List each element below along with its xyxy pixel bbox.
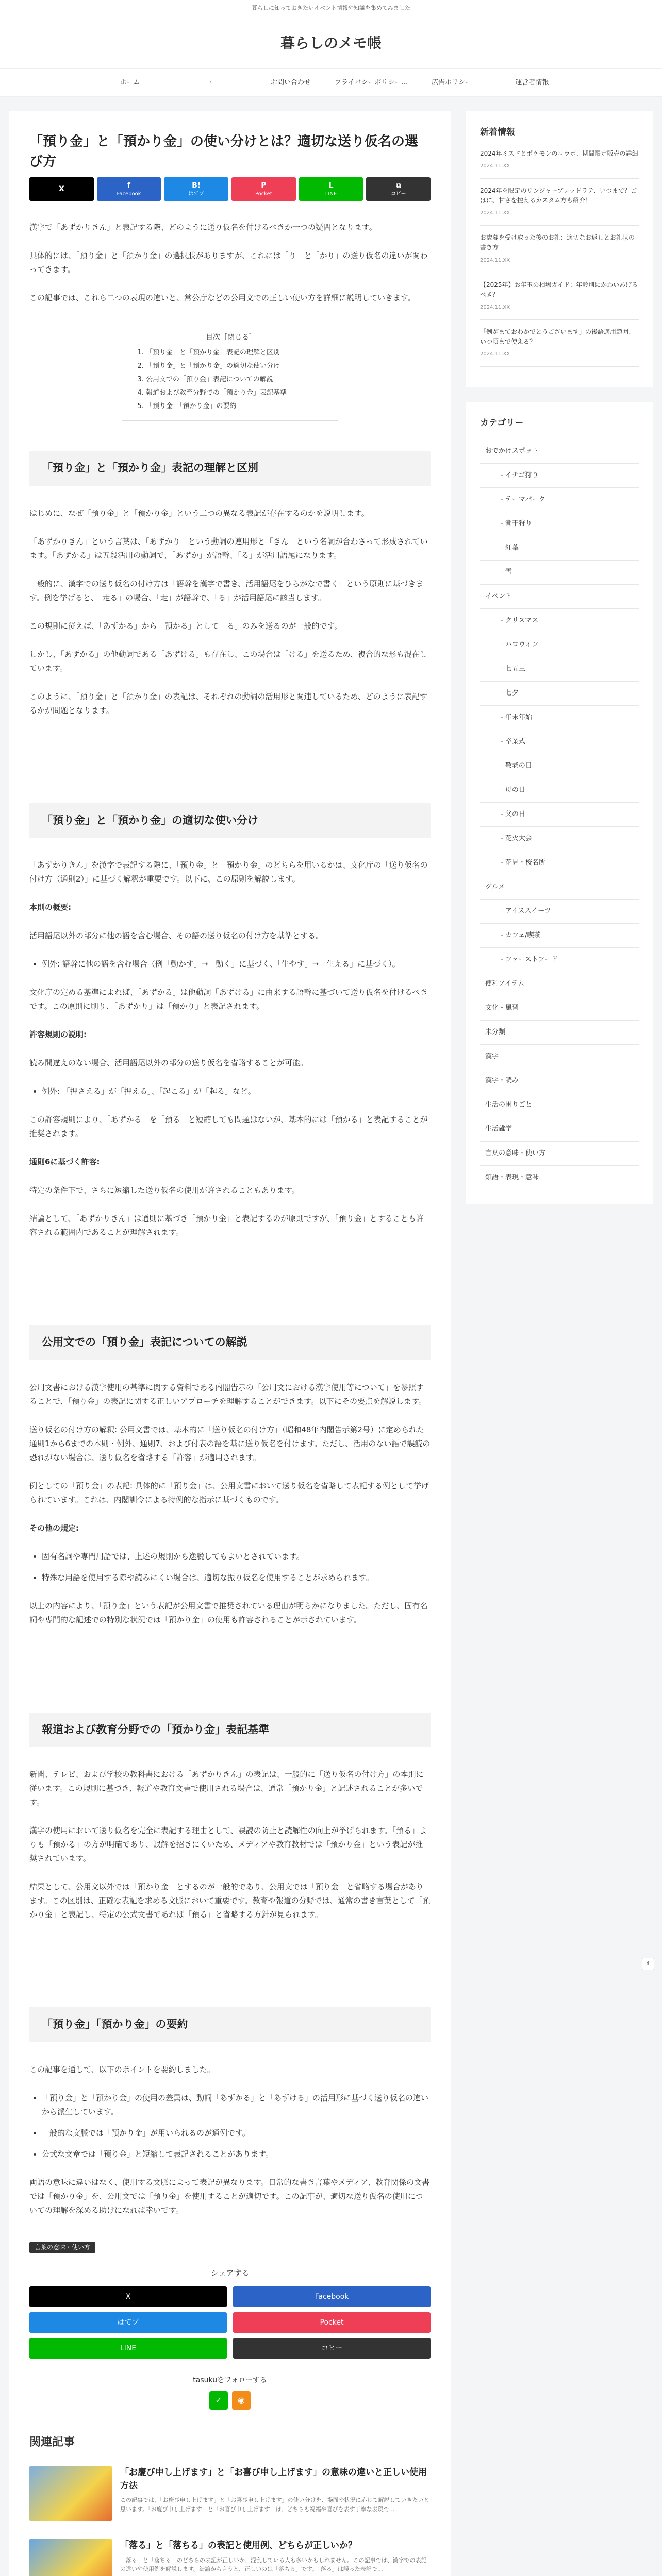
bullet-list bbox=[29, 1084, 431, 1098]
share-line-button[interactable] bbox=[299, 177, 363, 201]
category-item[interactable]: - カフェ/喫茶 bbox=[480, 924, 639, 948]
subheading: その他の規定: bbox=[29, 1523, 79, 1533]
news-item[interactable] bbox=[480, 233, 639, 273]
share-line-button[interactable] bbox=[29, 2338, 227, 2359]
site-tagline: 暮らしに知っておきたいイベント情報や知識を集めてみました bbox=[0, 0, 662, 12]
share-facebook-button[interactable] bbox=[233, 2286, 431, 2307]
paragraph: この規則に従えば、「あずかる」から「預かる」として「る」のみを送るのが一般的です。 bbox=[29, 621, 342, 631]
section-heading: 「預り金」「預かり金」の要約 bbox=[29, 2007, 431, 2042]
paragraph: 文化庁の定める基準によれば、「あずかる」は他動詞「あずける」に由来する語幹に基づいて送り仮名を付けるべきです。この原則に則り、「あずかり」は「預かり」と表記されます。 bbox=[29, 988, 428, 1011]
news-item-title[interactable]: 「例がまておわかでとうございます」の後語適用範囲、いつ頃まで使える？ bbox=[480, 328, 635, 346]
paragraph: 例としての「預り金」の表記: 具体的に「預り金」は、公用文書において送り仮名を省略して表記する例として挙げられています。これは、内閣訓令による特例的な指示に基づくものです。 bbox=[29, 1481, 429, 1504]
category-item[interactable]: - イチゴ狩り bbox=[480, 464, 639, 488]
paragraph: 結論として、「あずかりきん」は通則に基づき「預かり金」と表記するのが原則ですが、「預り金」とすることも許容される範囲内であることが理解されます。 bbox=[29, 1214, 424, 1238]
table-of-contents bbox=[122, 324, 338, 421]
share-x-button[interactable] bbox=[29, 177, 94, 201]
category-item[interactable]: - 花見・桜名所 bbox=[480, 851, 639, 875]
sidebar bbox=[466, 111, 653, 2576]
pocket-icon: P bbox=[261, 181, 267, 190]
paragraph: 読み間違えのない場合、活用語尾以外の部分の送り仮名を省略することが可能。 bbox=[29, 1058, 308, 1068]
related-item-title[interactable]: 「落る」と「落ちる」の表記と使用例、どちらが正しいか？ bbox=[120, 2540, 357, 2551]
site-title[interactable]: 暮らしのメモ帳 bbox=[0, 12, 662, 68]
news-item[interactable] bbox=[480, 149, 639, 179]
category-item[interactable]: 生活の困りごと bbox=[480, 1093, 639, 1117]
toc-link[interactable]: 報道および教育分野での「預かり金」表記基準 bbox=[146, 389, 287, 397]
list-item: • 例外: 語幹に他の語を含む場合（例「動かす」→「動く」に基づく、「生やす」→「生える」に基づく）。 bbox=[42, 957, 431, 971]
bullet-list bbox=[29, 2091, 431, 2161]
section-heading: 公用文での「預り金」表記についての解説 bbox=[29, 1325, 431, 1360]
share-hatena-button[interactable] bbox=[29, 2312, 227, 2333]
share-facebook-button[interactable] bbox=[97, 177, 161, 201]
toc-link[interactable]: 公用文での「預り金」表記についての解説 bbox=[146, 376, 273, 384]
category-item[interactable]: 未分類 bbox=[480, 1021, 639, 1045]
share-bar-top bbox=[29, 177, 431, 201]
bullet-list bbox=[29, 957, 431, 971]
paragraph: 以上の内容により、「預り金」という表記が公用文書で推奨されている理由が明らかになりました。ただし、固有名詞や専門的な記述での特別な状況では「預かり金」の使用も許容されることが示されています。 bbox=[29, 1601, 428, 1624]
share-label: LINE bbox=[325, 191, 337, 197]
list-item: • 「預り金」と「預かり金」の使用の差異は、動詞「あずかる」と「あずける」の活用形に基づく送り仮名の違いから派生しています。 bbox=[42, 2091, 431, 2119]
category-item[interactable]: - 年末年始 bbox=[480, 706, 639, 730]
list-item: • 例外: 「押さえる」が「押える」、「起こる」が「起る」など。 bbox=[42, 1084, 431, 1098]
paragraph: はじめに、なぜ「預り金」と「預かり金」という二つの異なる表記が存在するのかを説明します。 bbox=[29, 508, 369, 518]
category-item[interactable]: - 七五三 bbox=[480, 657, 639, 682]
share-label: はてブ bbox=[117, 2318, 139, 2327]
subheading: 本則の概要: bbox=[29, 903, 71, 912]
paragraph: この許容規則により、「あずかる」を「預る」と短縮しても問題はないが、基本的には「預かる」と表記することが推奨されます。 bbox=[29, 1115, 428, 1139]
follow-icons bbox=[29, 2391, 431, 2410]
nav-home[interactable]: ホーム bbox=[120, 79, 140, 87]
paragraph: 特定の条件下で、さらに短縮した送り仮名の使用が許されることもあります。 bbox=[29, 1185, 300, 1195]
share-x-button[interactable] bbox=[29, 2286, 227, 2307]
share-label: Facebook bbox=[315, 2292, 349, 2301]
follow-label: tasukuをフォローする bbox=[193, 2376, 267, 2385]
news-item-title[interactable]: 2024年ミスドとポケモンのコラボ、期間限定販売の詳細 bbox=[480, 149, 638, 157]
section-heading: 「預り金」と「預かり金」の適切な使い分け bbox=[29, 803, 431, 838]
category-item[interactable]: - クリスマス bbox=[480, 609, 639, 633]
share-label: LINE bbox=[120, 2344, 137, 2352]
related-item-excerpt: 「落る」と「落ちる」のどちらの表記が正しいか、混乱している人も多いかもしれません。この記事では、漢字での表記の違いや使用例を解説します。結論から言うと、正しいのは「落ちる」です。「落る」は誤った表記で… bbox=[120, 2556, 427, 2573]
category-item[interactable]: イベント bbox=[480, 585, 639, 609]
category-item[interactable]: - 潮干狩り bbox=[480, 512, 639, 536]
nav-operator[interactable]: 運営者情報 bbox=[515, 79, 549, 87]
category-item[interactable]: - 母の日 bbox=[480, 778, 639, 803]
news-item-date: 2024.11.XX bbox=[480, 304, 510, 310]
paragraph: 漢字の使用において送り仮名を完全に表記する理由として、誤読の防止と読解性の向上が挙げられます。「預る」よりも「預かる」の方が明確であり、誤解を招きにくいため、メディアや教育教材では「預かり金」という表記が推奨されています。 bbox=[29, 1826, 427, 1863]
paragraph: 送り仮名の付け方の解釈: 公用文書では、基本的に「送り仮名の付け方」（昭和48年内閣告示第2号）に定められた通則1から6までの本則・例外、通則7、および付表の語を基に送り仮名を付けます。ただし、活用のない語で誤読の恐れがない場合は、送り仮名を省略する「許容」が適用されます。 bbox=[29, 1425, 431, 1462]
rss-icon[interactable]: ◉ bbox=[232, 2391, 251, 2410]
category-item[interactable]: - ハロウィン bbox=[480, 633, 639, 657]
nav-dot[interactable]: ・ bbox=[207, 79, 214, 87]
category-item[interactable]: - 紅葉 bbox=[480, 536, 639, 561]
x-icon: X bbox=[58, 184, 64, 193]
intro-paragraph: この記事では、これら二つの表現の違いと、常公庁などの公用文での正しい使い方を詳細に説明していきます。 bbox=[29, 293, 416, 302]
related-item-excerpt: この記事では、「お慶び申し上げます」と「お喜び申し上げます」の使い分けを、場面や状況に応じて解説していきたいと思います。「お慶び申し上げます」と「お喜び申し上げます」は、どちらも祝福や喜びを表す丁寧な表現で… bbox=[120, 2497, 429, 2513]
news-item-date: 2024.11.XX bbox=[480, 163, 510, 169]
category-item[interactable]: グルメ bbox=[480, 875, 639, 900]
news-item[interactable] bbox=[480, 327, 639, 367]
share-label: コピー bbox=[390, 191, 406, 197]
related-title: 関連記事 bbox=[29, 2436, 75, 2449]
thumbnail-image bbox=[29, 2466, 112, 2521]
paragraph: 公用文書における漢字使用の基準に関する資料である内閣告示の「公用文における漢字使用等について」を参照することで、「預り金」の表記に関する正しいアプローチを理解することができます。以下にその要点を解説します。 bbox=[29, 1382, 426, 1406]
category-tag[interactable]: 言葉の意味・使い方 bbox=[29, 2242, 95, 2253]
news-item-title[interactable]: 2024年を限定のリンジャーブレッドラテ、いつまで？ごはに、甘さを控えるカスタム方も紹介！ bbox=[480, 187, 637, 204]
category-item[interactable]: - 敬老の日 bbox=[480, 754, 639, 778]
paragraph: 「あずかりきん」という言葉は、「あずかり」という動詞の連用形と「きん」という名詞が合わさって形成されています。「あずかる」は五段活用の動詞で、「あずか」が語幹、「る」が活用語尾になります。 bbox=[29, 536, 428, 560]
section-heading: 報道および教育分野での「預かり金」表記基準 bbox=[29, 1713, 431, 1748]
category-item[interactable]: - アイススイーツ bbox=[480, 900, 639, 924]
share-label: Pocket bbox=[320, 2318, 344, 2327]
nav-privacy[interactable]: プライバシーポリシー... bbox=[335, 79, 408, 87]
share-hatena-button[interactable] bbox=[164, 177, 228, 201]
category-item[interactable]: - 卒業式 bbox=[480, 730, 639, 754]
share-pocket-button[interactable] bbox=[231, 177, 296, 201]
related-item-title[interactable]: 「お慶び申し上げます」と「お喜び申し上げます」の意味の違いと正しい使用方法 bbox=[120, 2467, 427, 2491]
category-item[interactable]: おでかけスポット bbox=[480, 439, 639, 464]
paragraph: 両語の意味に違いはなく、使用する文脈によって表記が異なります。日常的な書き言葉やメディア、教育関係の文書では「預かり金」を、公用文では「預り金」を使用することが適切です。この記事が、適切な送り仮名の使用についての理解を深める助けになれば幸いです。 bbox=[29, 2177, 430, 2215]
subheading: 通則6に基づく許容: bbox=[29, 1157, 100, 1167]
paragraph: この記事を通して、以下のポイントを要約しました。 bbox=[29, 2064, 215, 2074]
category-item[interactable]: - 雪 bbox=[480, 561, 639, 585]
share-label: X bbox=[125, 2292, 131, 2301]
news-item[interactable] bbox=[480, 186, 639, 226]
toc-title[interactable]: 目次［閉じる］ bbox=[206, 333, 256, 342]
hatena-icon: B! bbox=[192, 181, 201, 190]
news-item-date: 2024.11.XX bbox=[480, 257, 510, 263]
intro-paragraph: 漢字で「あずかりきん」と表記する際、どのように送り仮名を付けるべきか一つの疑問となります。 bbox=[29, 223, 377, 232]
toc-link[interactable]: 「預り金」と「預かり金」の適切な使い分け bbox=[146, 362, 280, 370]
category-item[interactable]: 類語・表現・意味 bbox=[480, 1166, 639, 1190]
back-to-top-button[interactable]: ⇑ bbox=[642, 1958, 654, 1970]
list-item: • 一般的な文脈では「預かり金」が用いられるのが通例です。 bbox=[42, 2126, 431, 2140]
list-item: • 固有名詞や専門用語では、上述の規則から逸脱してもよいとされています。 bbox=[42, 1550, 431, 1564]
share-title: シェアする bbox=[210, 2268, 250, 2278]
paragraph: 一般的に、漢字での送り仮名の付け方は「語幹を漢字で書き、活用語尾をひらがなで書く」という原則に基づきます。例を挙げると、「走る」の場合、「走」が語幹で、「る」が活用語尾に該当します。 bbox=[29, 579, 424, 602]
news-item-title[interactable]: お歳暮を受け取った後のお礼：適切なお返しとお礼状の書き方 bbox=[480, 234, 635, 251]
category-item[interactable]: 生活雑学 bbox=[480, 1117, 639, 1142]
news-item[interactable] bbox=[480, 280, 639, 320]
category-item[interactable]: - 父の日 bbox=[480, 803, 639, 827]
news-item-date: 2024.11.XX bbox=[480, 210, 510, 216]
news-item-title[interactable]: 【2025年】お年玉の相場ガイド：年齢別にかわいあげるべき？ bbox=[480, 281, 638, 298]
share-label: Pocket bbox=[255, 191, 272, 197]
paragraph: 「あずかりきん」を漢字で表記する際に、「預り金」と「預かり金」のどちらを用いるかは、文化庁の「送り仮名の付け方（通則2）」に基づく解釈が重要です。以下に、この原則を解説します。 bbox=[29, 860, 428, 884]
article bbox=[9, 111, 451, 2576]
category-item[interactable]: 文化・風習 bbox=[480, 996, 639, 1021]
toc-link[interactable]: 「預り金」「預かり金」の要約 bbox=[146, 402, 237, 411]
section-heading: 「預り金」と「預かり金」表記の理解と区別 bbox=[29, 451, 431, 486]
toc-link[interactable]: 「預り金」と「預かり金」表記の理解と区別 bbox=[146, 349, 280, 357]
nav-contact[interactable]: お問い合わせ bbox=[270, 79, 311, 87]
category-title: カテゴリー bbox=[480, 418, 524, 429]
category-item[interactable]: - ファーストフード bbox=[480, 948, 639, 972]
intro-paragraph: 具体的には、「預り金」と「預かり金」の選択肢がありますが、これには「り」と「かり」の送り仮名の違いが関わってきます。 bbox=[29, 251, 428, 274]
article-title: 「預り金」と「預かり金」の使い分けとは？適切な送り仮名の選び方 bbox=[29, 134, 419, 170]
paragraph: しかし、「あずかる」の他動詞である「あずける」も存在し、この場合は「ける」を送るため、複合的な形も混在しています。 bbox=[29, 649, 427, 673]
related-item[interactable] bbox=[29, 2466, 431, 2521]
feedly-icon[interactable]: ✓ bbox=[209, 2391, 228, 2410]
paragraph: 結果として、公用文以外では「預かり金」とするのが一般的であり、公用文では「預り金」と省略する場合があります。この区別は、正確な表記を求める文脈において重要です。教育や報道の分野では、通常の書き言葉として「預かり金」と表記し、特定の公式文書であれば「預る」と省略する方針が見られます。 bbox=[29, 1882, 431, 1920]
bullet-list bbox=[29, 1550, 431, 1585]
category-widget bbox=[466, 402, 653, 1204]
list-item: • 公式な文章では「預り金」と短縮して表記されることがあります。 bbox=[42, 2147, 431, 2161]
share-pocket-button[interactable] bbox=[233, 2312, 431, 2333]
list-item: • 特殊な用語を使用する際や読みにくい場合は、適切な振り仮名を使用することが求められます。 bbox=[42, 1571, 431, 1585]
facebook-icon: f bbox=[127, 181, 131, 190]
category-item[interactable]: 便利アイテム bbox=[480, 972, 639, 996]
related-item[interactable] bbox=[29, 2539, 431, 2576]
nav-ad-policy[interactable]: 広告ポリシー bbox=[431, 79, 472, 87]
share-bar-bottom bbox=[29, 2286, 431, 2359]
category-item[interactable]: 漢字・読み bbox=[480, 1069, 639, 1093]
thumbnail-image bbox=[29, 2539, 112, 2576]
category-item[interactable]: - 七夕 bbox=[480, 682, 639, 706]
paragraph: 新聞、テレビ、および学校の教科書における「あずかりきん」の表記は、一般的に「送り仮名の付け方」の本則に従います。この規則に基づき、報道や教育文書で使用される場合は、通常「預かり金」と記述されることが多いです。 bbox=[29, 1770, 424, 1807]
share-label: はてブ bbox=[188, 191, 204, 197]
category-item[interactable]: 言葉の意味・使い方 bbox=[480, 1142, 639, 1166]
news-widget bbox=[466, 111, 653, 387]
category-item[interactable]: 漢字 bbox=[480, 1045, 639, 1069]
category-item[interactable]: - 花火大会 bbox=[480, 827, 639, 851]
share-label: Facebook bbox=[117, 191, 141, 197]
paragraph: 活用語尾以外の部分に他の語を含む場合、その語の送り仮名の付け方を基準とする。 bbox=[29, 931, 324, 941]
news-item-date: 2024.11.XX bbox=[480, 351, 510, 358]
share-label: コピー bbox=[321, 2344, 343, 2352]
news-title: 新着情報 bbox=[480, 127, 515, 138]
subheading: 許容規則の説明: bbox=[29, 1030, 87, 1040]
line-icon: L bbox=[328, 181, 334, 190]
paragraph: このように、「預り金」と「預かり金」の表記は、それぞれの動詞の活用形と関連しているため、どのように表記するかが問題となります。 bbox=[29, 691, 427, 715]
global-nav bbox=[0, 68, 662, 97]
share-copy-button[interactable] bbox=[366, 177, 431, 201]
category-item[interactable]: - テーマパーク bbox=[480, 488, 639, 512]
copy-icon: ⧉ bbox=[395, 181, 401, 190]
share-copy-button[interactable] bbox=[233, 2338, 431, 2359]
